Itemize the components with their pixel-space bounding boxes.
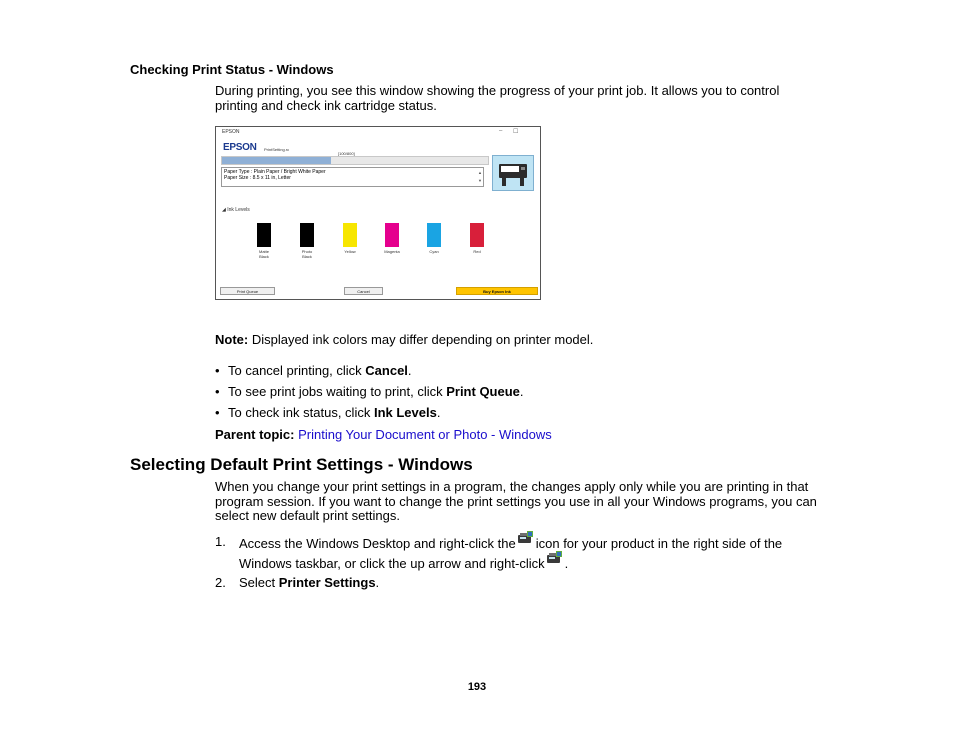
list-item: • To check ink status, click Ink Levels.: [215, 405, 441, 420]
bullet-icon: •: [215, 405, 220, 420]
ink-label-matte-black: Matte Black: [258, 249, 269, 259]
product-taskbar-icon: [517, 530, 534, 547]
progress-bar-fill: [222, 157, 331, 164]
ink-cartridge-yellow: [343, 223, 357, 247]
progress-status: [100/800]: [338, 151, 355, 156]
epson-logo: EPSON: [223, 142, 257, 153]
file-name: PrintSetting.rc: [264, 147, 290, 152]
step-1-number: 1.: [215, 534, 226, 549]
intro-line-1: During printing, you see this window showing the progress of your print job. It allows you to control: [215, 83, 780, 98]
section-title-selecting-default-print-settings: Selecting Default Print Settings - Windows: [130, 455, 473, 474]
parent-topic-link[interactable]: Printing Your Document or Photo - Windows: [298, 427, 552, 442]
printer-image: [492, 155, 534, 191]
ink-cartridge-matte-black: [257, 223, 271, 247]
intro-line-2: printing and check ink cartridge status.: [215, 98, 437, 113]
ink-label-magenta: Magenta: [384, 249, 400, 254]
note-text: Displayed ink colors may differ depending on printer model.: [248, 332, 594, 347]
section-title-checking-print-status: Checking Print Status - Windows: [130, 62, 334, 77]
page-number: 193: [467, 681, 487, 693]
print-progress-window-screenshot: [215, 126, 541, 300]
bullet-icon: •: [215, 363, 220, 378]
scroll-arrows-icon: ▲ ▼: [478, 170, 482, 183]
parent-topic-label: Parent topic:: [215, 427, 295, 442]
window-title: EPSON: [222, 129, 240, 135]
buy-epson-ink-button: Buy Epson Ink: [456, 287, 538, 295]
printer-icon: [493, 156, 533, 190]
ink-label-yellow: Yellow: [344, 249, 356, 254]
step-2-number: 2.: [215, 575, 226, 590]
ink-cartridge-red: [470, 223, 484, 247]
bullet-icon: •: [215, 384, 220, 399]
restore-icon: ☐: [513, 129, 519, 135]
note: [215, 332, 593, 347]
minimize-icon: –: [499, 128, 503, 134]
ink-cartridge-magenta: [385, 223, 399, 247]
paper-size: Paper Size : 8.5 x 11 in, Letter: [224, 175, 291, 181]
step-2: Select Printer Settings.: [239, 575, 380, 590]
step-1-line-1: Access the Windows Desktop and right-click the icon for your product in the right side of the: [239, 530, 782, 547]
ink-cartridge-photo-black: [300, 223, 314, 247]
paper-info-box: [221, 167, 484, 187]
list-item: • To cancel printing, click Cancel.: [215, 363, 412, 378]
print-queue-button: Print Queue: [220, 287, 275, 295]
ink-label-red: Red: [473, 249, 481, 254]
parent-topic: [215, 427, 552, 442]
progress-bar: [221, 156, 489, 165]
paper-type: Paper Type : Plain Paper / Bright White Paper: [224, 169, 326, 175]
ink-levels-toggle: ◢ Ink Levels: [222, 207, 250, 213]
cancel-button: Cancel: [344, 287, 383, 295]
note-label: Note:: [215, 332, 249, 347]
list-item: • To see print jobs waiting to print, click Print Queue.: [215, 384, 524, 399]
section2-para-line-2: program session. If you want to change the print settings you use in all your Windows programs, you can: [215, 494, 817, 509]
product-taskbar-icon: [546, 550, 563, 567]
ink-label-cyan: Cyan: [429, 249, 439, 254]
step-1-line-2: Windows taskbar, or click the up arrow and right-click .: [239, 550, 568, 567]
ink-cartridge-cyan: [427, 223, 441, 247]
section2-para-line-1: When you change your print settings in a program, the changes apply only while you are printing in that: [215, 479, 809, 494]
section2-para-line-3: select new default print settings.: [215, 508, 400, 523]
ink-label-photo-black: Photo Black: [301, 249, 313, 259]
